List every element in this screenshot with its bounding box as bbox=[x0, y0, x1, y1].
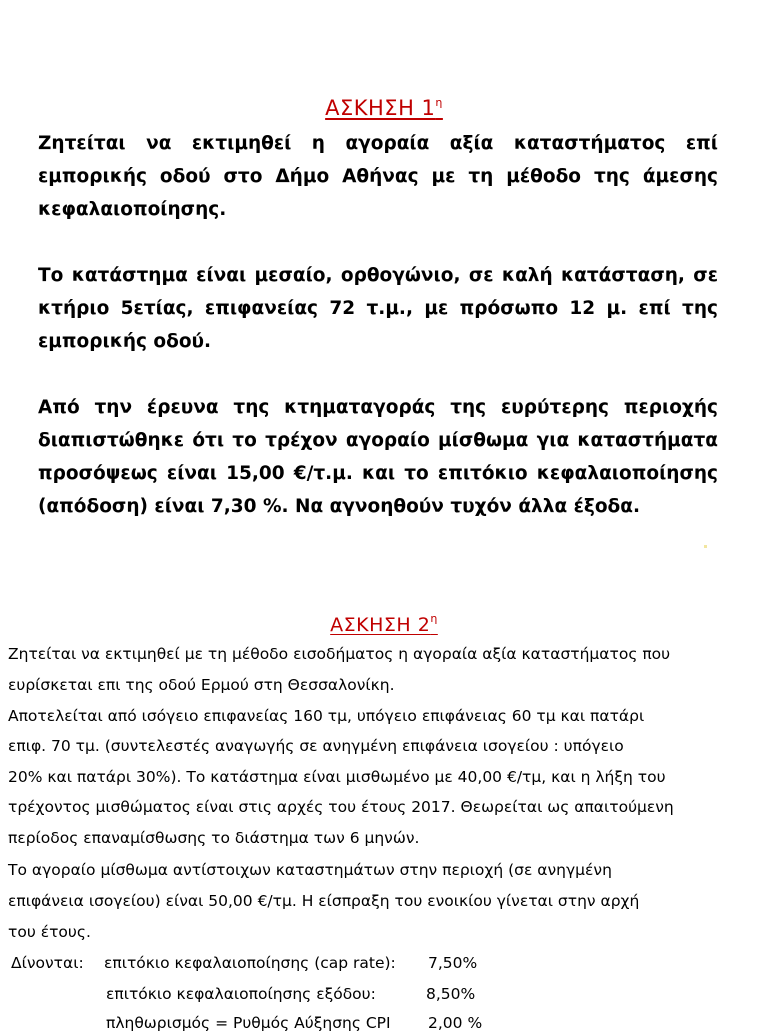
given-item-value: 2,00 % bbox=[428, 1014, 483, 1032]
exercise-2-line: Αποτελείται από ισόγειο επιφανείας 160 τμ, υπόγειο επιφάνειας 60 τμ και πατάρι bbox=[8, 707, 645, 725]
stray-mark bbox=[704, 545, 707, 548]
exercise-2-line: Το αγοραίο μίσθωμα αντίστοιχων καταστημάτων στην περιοχή (σε ανηγμένη bbox=[8, 861, 612, 879]
exercise-2-title bbox=[0, 612, 768, 636]
exercise-2-line: τρέχοντος μισθώματος είναι στις αρχές του έτους 2017. Θεωρείται ως απαιτούμενη bbox=[8, 798, 674, 816]
exercise-2-title-text: ΑΣΚΗΣΗ 2 bbox=[330, 614, 431, 636]
given-item-value: 7,50% bbox=[428, 954, 478, 972]
given-item-label: επιτόκιο κεφαλαιοποίησης (cap rate): bbox=[104, 954, 396, 972]
given-item-label: επιτόκιο κεφαλαιοποίησης εξόδου: bbox=[106, 985, 376, 1003]
exercise-2-line: επιφάνεια ισογείου) είναι 50,00 €/τμ. Η είσπραξη του ενοικίου γίνεται στην αρχή bbox=[8, 892, 640, 910]
exercise-1-paragraph-1: Ζητείται να εκτιμηθεί η αγοραία αξία καταστήματος επί εμπορικής οδού στο Δήμο Αθήνας με τη μέθοδο της άμεσης κεφαλαιοποίησης. bbox=[38, 133, 718, 220]
exercise-2-line: επιφ. 70 τμ. (συντελεστές αναγωγής σε ανηγμένη επιφάνεια ισογείου : υπόγειο bbox=[8, 737, 624, 755]
exercise-2-line: 20% και πατάρι 30%). Το κατάστημα είναι μισθωμένο με 40,00 €/τμ, και η λήξη του bbox=[8, 768, 666, 786]
exercise-1-title-sup: η bbox=[435, 96, 443, 109]
exercise-1-paragraph-3: Από την έρευνα της κτηματαγοράς της ευρύτερης περιοχής διαπιστώθηκε ότι το τρέχον αγοραίο μίσθωμα για καταστήματα προσόψεως είναι 15,00 €/τ.μ. και το επιτόκιο κεφαλαιοποίησης (απόδοση) είναι 7,30 %. Να αγνοηθούν τυχόν άλλα έξοδα. bbox=[38, 397, 718, 517]
given-item-label: πληθωρισμός = Ρυθμός Αύξησης CPI bbox=[106, 1014, 391, 1032]
exercise-2-line: Ζητείται να εκτιμηθεί με τη μέθοδο εισοδήματος η αγοραία αξία καταστήματος που bbox=[8, 645, 671, 663]
exercise-1-body bbox=[38, 127, 718, 523]
exercise-1-paragraph-2: Το κατάστημα είναι μεσαίο, ορθογώνιο, σε καλή κατάσταση, σε κτήριο 5ετίας, επιφανείας 72 τ.μ., με πρόσωπο 12 μ. επί της εμπορικής οδού. bbox=[38, 265, 718, 352]
given-label: Δίνονται: bbox=[11, 954, 84, 972]
exercise-1-title bbox=[0, 96, 768, 120]
exercise-2-title-sup: η bbox=[430, 612, 438, 625]
given-item-value: 8,50% bbox=[426, 985, 476, 1003]
exercise-2-line: του έτους. bbox=[8, 923, 91, 941]
exercise-2-line: ευρίσκεται επι της οδού Ερμού στη Θεσσαλονίκη. bbox=[8, 676, 395, 694]
exercise-1-title-text: ΑΣΚΗΣΗ 1 bbox=[325, 96, 436, 120]
exercise-2-line: περίοδος επαναμίσθωσης το διάστημα των 6 μηνών. bbox=[8, 829, 420, 847]
